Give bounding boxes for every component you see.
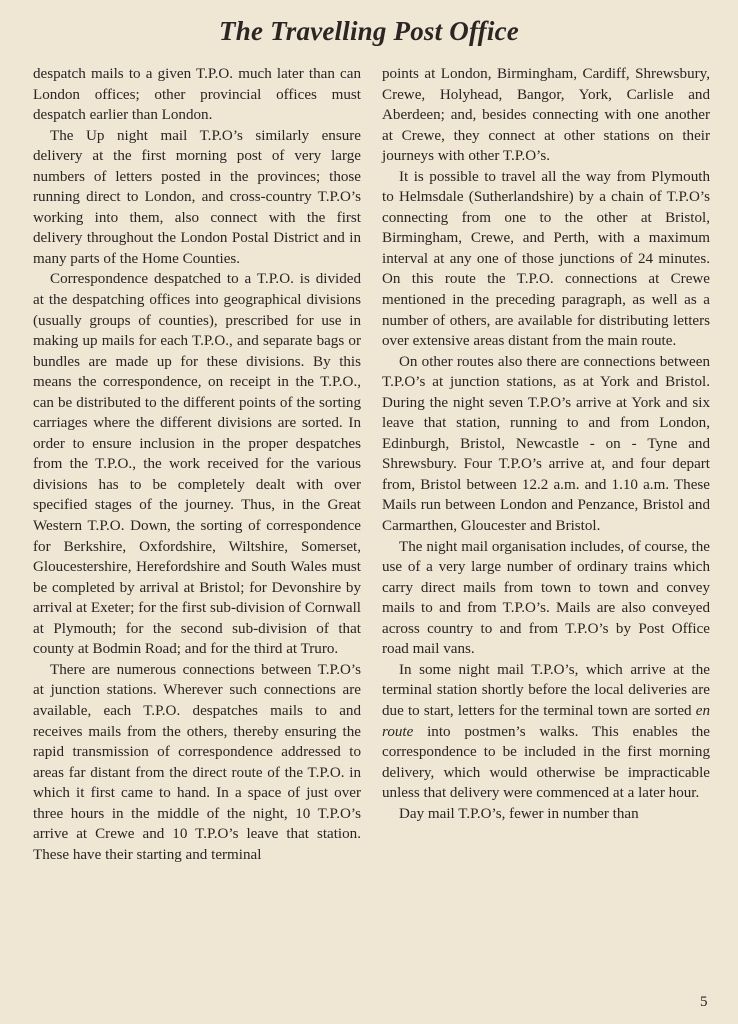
paragraph: On other routes also there are connections between T.P.O’s at junction stations, as at York and Bristol. During the night seven T.P.O’s arrive at York and six leave that station, running to and from London, Edinburgh, Bristol, Newcastle - on - Tyne and Shrewsbury. Four T.P.O’s arrive at, and four depart from, Bristol between 12.2 a.m. and 1.10 a.m. These Mails run between London and Penzance, Bristol and Carmarthen, Gloucester and Bristol.: [382, 353, 710, 535]
paragraph: Correspondence despatched to a T.P.O. is divided at the despatching offices into geographical divisions (usually groups of counties), prescribed for use in making up mails for each T.P.O., and separate bags or bundles are made up for these divisions. By this means the correspondence, on receipt in the T.P.O., can be distributed to the different points of the sorting carriages where the different divisions are sorted. In order to ensure inclusion in the proper despatches from the T.P.O., the work received for the various divisions has to be completely dealt with over specified stages of the journey. Thus, in the Great Western T.P.O. Down, the sorting of correspondence for Berkshire, Oxfordshire, Wiltshire, Somerset, Gloucestershire, Herefordshire and South Wales must be completed by arrival at Bristol; for Devonshire by arrival at Exeter; for the first sub-division of Cornwall at Plymouth; for the second sub-division of that county at Bodmin Road; and for the third at Truro.: [33, 271, 361, 658]
paragraph: There are numerous connections between T.P.O’s at junction stations. Wherever such connections are available, each T.P.O. despatches mails to and receives mails from the others, thereby ensuring the rapid transmission of correspondence addressed to areas far distant from the direct route of the T.P.O. in which it first came to hand. In a space of just over three hours in the middle of the night, 10 T.P.O’s arrive at Crewe and 10 T.P.O’s leave that station. These have their starting and terminal: [33, 661, 361, 863]
page-number: 5: [700, 994, 708, 1010]
paragraph-text: In some night mail T.P.O’s, which arrive at the terminal station shortly before the local deliveries are due to start, letters for the terminal town are sorted: [382, 661, 710, 719]
right-column: [382, 64, 710, 824]
paragraph: The Up night mail T.P.O’s similarly ensure delivery at the first morning post of very large numbers of letters posted in the provinces; those running direct to London, and cross-country T.P.O’s working into them, also connect with the first delivery throughout the London Postal District and in many parts of the Home Counties.: [33, 127, 361, 267]
paragraph: The night mail organisation includes, of course, the use of a very large number of ordinary trains which carry direct mails from town to town and convey mails to and from T.P.O’s. Mails are also conveyed across country to and from T.P.O’s by Post Office road mail vans.: [382, 538, 710, 658]
italic-phrase: en route: [382, 702, 710, 740]
paragraph-continued: points at London, Birmingham, Cardiff, Shrewsbury, Crewe, Holyhead, Bangor, York, Carlisle and Aberdeen; and, besides connecting with one another at Crewe, they connect at other stations on their journeys with other T.P.O’s.: [382, 66, 710, 165]
paragraph-continued: despatch mails to a given T.P.O. much later than can London offices; other provincial offices must despatch earlier than London.: [33, 66, 361, 124]
paragraph: [382, 660, 710, 804]
page-title: The Travelling Post Office: [219, 16, 519, 46]
paragraph: It is possible to travel all the way from Plymouth to Helmsdale (Sutherlandshire) by a chain of T.P.O’s connecting from one to the other at Bristol, Birmingham, Crewe, and Perth, with a maximum interval at any one of those junctions of 24 minutes. On this route the T.P.O. connections at Crewe mentioned in the preceding paragraph, as well as a number of others, are available for distributing letters over extensive areas distant from the main route.: [382, 168, 710, 350]
left-column: [33, 64, 361, 865]
paragraph: Day mail T.P.O’s, fewer in number than: [399, 805, 639, 822]
paragraph-text: into postmen’s walks. This enables the correspondence to be included in the first morning delivery, which would otherwise be impracticable unless that delivery were commenced at a later hour.: [382, 723, 710, 802]
